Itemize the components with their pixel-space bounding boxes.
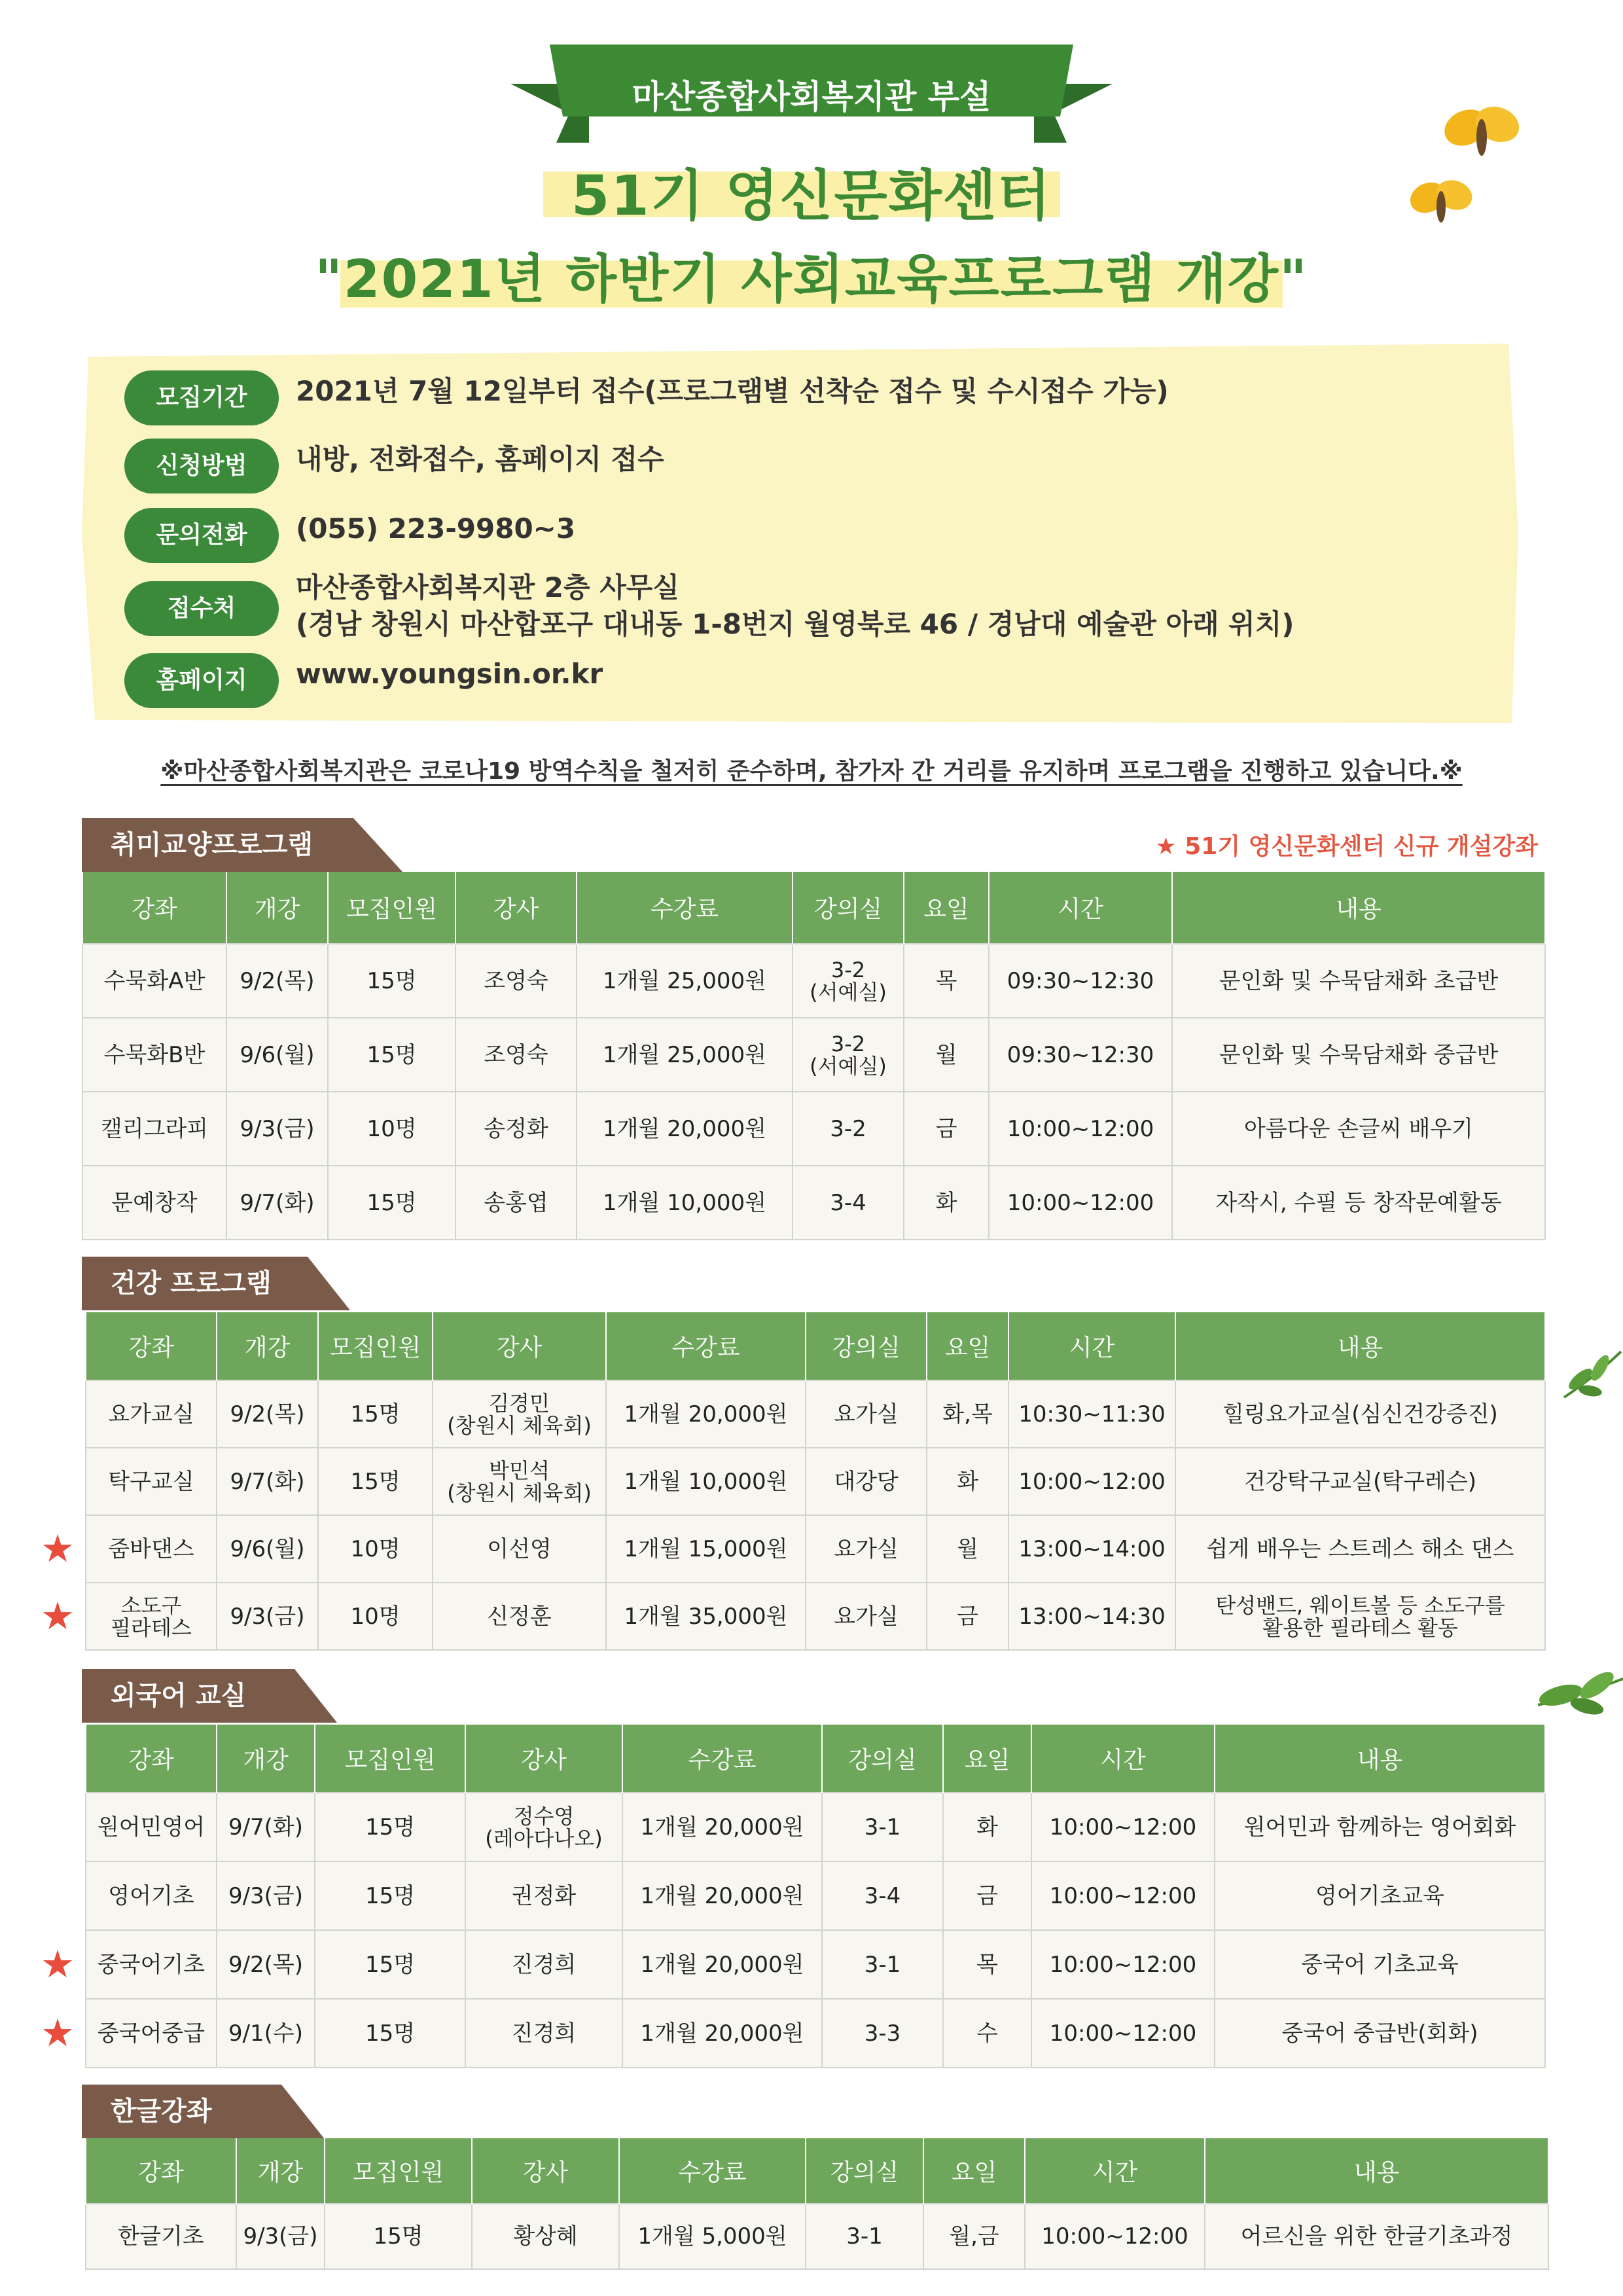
table-cell: 수 xyxy=(943,1999,1031,2068)
table-cell: 9/7(화) xyxy=(217,1448,318,1515)
table-cell: 월 xyxy=(927,1515,1008,1583)
star-icon: ★ xyxy=(41,1941,75,1986)
col-header: 수강료 xyxy=(619,2138,806,2204)
table-cell: 정수영 (레아다나오) xyxy=(465,1793,622,1861)
col-header: 내용 xyxy=(1175,1312,1545,1380)
table-cell: 9/3(금) xyxy=(236,2204,325,2269)
table-cell: 10:00~12:00 xyxy=(1031,1930,1215,1999)
col-header: 내용 xyxy=(1215,1725,1545,1793)
col-header: 수강료 xyxy=(622,1725,822,1793)
table-cell: 09:30~12:30 xyxy=(989,944,1172,1018)
table-cell: 1개월 5,000원 xyxy=(619,2204,806,2269)
table-cell: 목 xyxy=(943,1930,1031,1999)
table-cell: 힐링요가교실(심신건강증진) xyxy=(1175,1380,1545,1448)
table-cell: 1개월 35,000원 xyxy=(606,1583,806,1650)
table-cell: 화,목 xyxy=(927,1380,1008,1448)
section-tab xyxy=(82,818,409,872)
table-cell: 10명 xyxy=(318,1515,433,1583)
section-tab xyxy=(82,2085,330,2138)
col-header: 시간 xyxy=(1031,1725,1215,1793)
col-header: 요일 xyxy=(923,2138,1025,2204)
col-header: 시간 xyxy=(1025,2138,1205,2204)
col-header: 강좌 xyxy=(86,1725,217,1793)
col-header: 개강 xyxy=(226,872,328,944)
table-row xyxy=(82,944,1545,1018)
table-cell: 10:00~12:00 xyxy=(1031,1861,1215,1930)
info-label: 접수처 xyxy=(124,581,279,636)
table-cell: 월 xyxy=(904,1018,989,1092)
table-cell: 9/3(금) xyxy=(226,1092,328,1166)
table-cell: 수묵화A반 xyxy=(82,944,226,1018)
table-cell: 원어민과 함께하는 영어회화 xyxy=(1215,1793,1545,1861)
table-cell: 영어기초 xyxy=(86,1861,217,1930)
table-cell: 10:00~12:00 xyxy=(989,1092,1172,1166)
col-header: 강사 xyxy=(455,872,577,944)
covid-notice: ※마산종합사회복지관은 코로나19 방역수칙을 철저히 준수하며, 참가자 간 거리를 유지하며 프로그램을 진행하고 있습니다.※ xyxy=(160,758,1463,785)
table-cell: 한글기초 xyxy=(86,2204,236,2269)
table-cell: 중국어 기초교육 xyxy=(1215,1930,1545,1999)
program-table xyxy=(82,872,1546,1240)
table-cell: 10명 xyxy=(318,1583,433,1650)
star-icon: ★ xyxy=(41,1526,75,1571)
table-cell: 15명 xyxy=(315,1999,465,2068)
table-cell: 소도구 필라테스 xyxy=(86,1583,217,1650)
table-row xyxy=(86,1448,1545,1515)
table-cell: 15명 xyxy=(328,944,455,1018)
col-header: 내용 xyxy=(1205,2138,1548,2204)
table-cell: 문인화 및 수묵담채화 초급반 xyxy=(1172,944,1545,1018)
col-header: 강의실 xyxy=(822,1725,943,1793)
table-cell: 월,금 xyxy=(923,2204,1025,2269)
table-row xyxy=(82,1092,1545,1166)
table-cell: 9/1(수) xyxy=(217,1999,315,2068)
col-header: 수강료 xyxy=(606,1312,806,1380)
table-cell: 탁구교실 xyxy=(86,1448,217,1515)
table-cell: 1개월 20,000원 xyxy=(622,1793,822,1861)
col-header: 강좌 xyxy=(86,2138,236,2204)
table-cell: 3-1 xyxy=(806,2204,923,2269)
table-cell: 1개월 25,000원 xyxy=(577,1018,793,1092)
leaf-icon xyxy=(1535,1666,1623,1725)
leaf-icon xyxy=(1561,1345,1623,1404)
table-cell: 3-4 xyxy=(822,1861,943,1930)
table-cell: 9/6(월) xyxy=(226,1018,328,1092)
table-cell: 10:30~11:30 xyxy=(1008,1380,1175,1448)
table-cell: 9/2(목) xyxy=(226,944,328,1018)
col-header: 개강 xyxy=(217,1312,318,1380)
table-cell: 3-2 (서예실) xyxy=(793,944,904,1018)
table-cell: 건강탁구교실(탁구레슨) xyxy=(1175,1448,1545,1515)
table-cell: 조영숙 xyxy=(455,1018,577,1092)
table-cell: 줌바댄스 xyxy=(86,1515,217,1583)
table-cell: 15명 xyxy=(315,1930,465,1999)
table-cell: 3-2 (서예실) xyxy=(793,1018,904,1092)
new-course-note: ★ 51기 영신문화센터 신규 개설강좌 xyxy=(1155,833,1538,860)
table-cell: 15명 xyxy=(318,1380,433,1448)
table-row xyxy=(86,1999,1545,2068)
table-cell: 문인화 및 수묵담채화 중급반 xyxy=(1172,1018,1545,1092)
section-tab xyxy=(82,1669,344,1723)
table-cell: 수묵화B반 xyxy=(82,1018,226,1092)
table-cell: 10:00~12:00 xyxy=(1008,1448,1175,1515)
table-cell: 문예창작 xyxy=(82,1166,226,1240)
table-cell: 권정화 xyxy=(465,1861,622,1930)
table-cell: 김경민 (창원시 체육회) xyxy=(433,1380,606,1448)
header-ribbon xyxy=(510,31,1113,156)
table-row xyxy=(86,1861,1545,1930)
table-cell: 진경희 xyxy=(465,1999,622,2068)
table-cell: 화 xyxy=(904,1166,989,1240)
col-header: 시간 xyxy=(1008,1312,1175,1380)
table-cell: 화 xyxy=(927,1448,1008,1515)
table-cell: 이선영 xyxy=(433,1515,606,1583)
table-row xyxy=(86,1380,1545,1448)
section-title: 건강 프로그램 xyxy=(111,1268,272,1299)
section-tab xyxy=(82,1257,357,1310)
table-cell: 요가실 xyxy=(806,1515,927,1583)
table-cell: 09:30~12:30 xyxy=(989,1018,1172,1092)
col-header: 강좌 xyxy=(86,1312,217,1380)
ribbon-title: 마산종합사회복지관 부설 xyxy=(632,78,991,116)
table-cell: 15명 xyxy=(328,1166,455,1240)
table-cell: 3-2 xyxy=(793,1092,904,1166)
col-header: 모집인원 xyxy=(315,1725,465,1793)
table-cell: 신정훈 xyxy=(433,1583,606,1650)
col-header: 수강료 xyxy=(577,872,793,944)
table-cell: 1개월 25,000원 xyxy=(577,944,793,1018)
table-cell: 3-3 xyxy=(822,1999,943,2068)
table-cell: 요가교실 xyxy=(86,1380,217,1448)
table-cell: 15명 xyxy=(315,1861,465,1930)
info-value: 2021년 7월 12일부터 접수(프로그램별 선착순 접수 및 수시접수 가능) xyxy=(296,375,1169,407)
table-row xyxy=(82,1018,1545,1092)
col-header: 개강 xyxy=(236,2138,325,2204)
section-title: 외국어 교실 xyxy=(111,1681,247,1711)
table-cell: 쉽게 배우는 스트레스 해소 댄스 xyxy=(1175,1515,1545,1583)
table-row xyxy=(82,1166,1545,1240)
table-row xyxy=(86,1793,1545,1861)
table-cell: 금 xyxy=(943,1861,1031,1930)
col-header: 강의실 xyxy=(806,2138,923,2204)
table-row xyxy=(86,1515,1545,1583)
table-cell: 9/3(금) xyxy=(217,1861,315,1930)
table-cell: 9/2(목) xyxy=(217,1380,318,1448)
table-cell: 15명 xyxy=(325,2204,472,2269)
program-table xyxy=(85,2138,1549,2270)
table-row xyxy=(86,1930,1545,1999)
table-cell: 목 xyxy=(904,944,989,1018)
headline-line1: 51기 영신문화센터 xyxy=(571,164,1052,228)
table-cell: 15명 xyxy=(328,1018,455,1092)
table-cell: 3-1 xyxy=(822,1930,943,1999)
info-value: 내방, 전화접수, 홈페이지 접수 xyxy=(296,443,664,475)
table-cell: 13:00~14:30 xyxy=(1008,1583,1175,1650)
program-table xyxy=(85,1312,1546,1651)
table-row xyxy=(86,1583,1545,1650)
col-header: 시간 xyxy=(989,872,1172,944)
table-cell: 9/6(월) xyxy=(217,1515,318,1583)
info-label: 신청방법 xyxy=(124,439,279,493)
table-cell: 3-4 xyxy=(793,1166,904,1240)
table-cell: 금 xyxy=(927,1583,1008,1650)
section-title: 한글강좌 xyxy=(111,2096,212,2126)
col-header: 개강 xyxy=(217,1725,315,1793)
table-cell: 중국어중급 xyxy=(86,1999,217,2068)
table-cell: 10명 xyxy=(328,1092,455,1166)
table-cell: 1개월 10,000원 xyxy=(606,1448,806,1515)
table-cell: 캘리그라피 xyxy=(82,1092,226,1166)
table-cell: 화 xyxy=(943,1793,1031,1861)
table-cell: 9/7(화) xyxy=(217,1793,315,1861)
table-cell: 원어민영어 xyxy=(86,1793,217,1861)
table-cell: 9/3(금) xyxy=(217,1583,318,1650)
col-header: 모집인원 xyxy=(325,2138,472,2204)
butterfly-icon xyxy=(1406,171,1478,234)
star-icon: ★ xyxy=(41,1593,75,1638)
table-cell: 1개월 20,000원 xyxy=(606,1380,806,1448)
table-cell: 중국어 중급반(회화) xyxy=(1215,1999,1545,2068)
table-cell: 13:00~14:00 xyxy=(1008,1515,1175,1583)
col-header: 모집인원 xyxy=(328,872,455,944)
headline-line2: "2021년 하반기 사회교육프로그램 개강" xyxy=(315,249,1308,310)
info-label: 문의전화 xyxy=(124,508,279,563)
col-header: 강사 xyxy=(433,1312,606,1380)
table-cell: 15명 xyxy=(315,1793,465,1861)
col-header: 강사 xyxy=(465,1725,622,1793)
table-cell: 어르신을 위한 한글기초과정 xyxy=(1205,2204,1548,2269)
info-value: 마산종합사회복지관 2층 사무실 (경남 창원시 마산합포구 대내동 1-8번지 월영북로 46 / 경남대 예술관 아래 위치) xyxy=(296,571,1294,640)
info-value: (055) 223-9980~3 xyxy=(296,512,576,545)
section-title: 취미교양프로그램 xyxy=(111,830,313,860)
table-cell: 금 xyxy=(904,1092,989,1166)
table-cell: 아름다운 손글씨 배우기 xyxy=(1172,1092,1545,1166)
info-label: 모집기간 xyxy=(124,370,279,425)
program-table xyxy=(85,1725,1546,2068)
col-header: 내용 xyxy=(1172,872,1545,944)
butterfly-icon xyxy=(1440,98,1525,170)
col-header: 요일 xyxy=(904,872,989,944)
table-cell: 9/2(목) xyxy=(217,1930,315,1999)
table-cell: 1개월 15,000원 xyxy=(606,1515,806,1583)
table-cell: 1개월 10,000원 xyxy=(577,1166,793,1240)
col-header: 요일 xyxy=(943,1725,1031,1793)
table-cell: 1개월 20,000원 xyxy=(622,1999,822,2068)
star-icon: ★ xyxy=(41,2010,75,2055)
table-cell: 3-1 xyxy=(822,1793,943,1861)
table-cell: 10:00~12:00 xyxy=(1031,1999,1215,2068)
table-cell: 박민석 (창원시 체육회) xyxy=(433,1448,606,1515)
col-header: 강의실 xyxy=(806,1312,927,1380)
table-cell: 대강당 xyxy=(806,1448,927,1515)
table-cell: 영어기초교육 xyxy=(1215,1861,1545,1930)
info-label: 홈페이지 xyxy=(124,653,279,708)
table-cell: 1개월 20,000원 xyxy=(622,1930,822,1999)
table-cell: 탄성밴드, 웨이트볼 등 소도구를 활용한 필라테스 활동 xyxy=(1175,1583,1545,1650)
table-cell: 9/7(화) xyxy=(226,1166,328,1240)
table-cell: 10:00~12:00 xyxy=(989,1166,1172,1240)
table-cell: 1개월 20,000원 xyxy=(577,1092,793,1166)
table-cell: 요가실 xyxy=(806,1583,927,1650)
table-cell: 1개월 20,000원 xyxy=(622,1861,822,1930)
table-cell: 15명 xyxy=(318,1448,433,1515)
col-header: 요일 xyxy=(927,1312,1008,1380)
col-header: 강의실 xyxy=(793,872,904,944)
table-cell: 요가실 xyxy=(806,1380,927,1448)
table-cell: 진경희 xyxy=(465,1930,622,1999)
table-cell: 송정화 xyxy=(455,1092,577,1166)
table-cell: 중국어기초 xyxy=(86,1930,217,1999)
table-cell: 10:00~12:00 xyxy=(1031,1793,1215,1861)
table-cell: 황상혜 xyxy=(472,2204,619,2269)
table-cell: 조영숙 xyxy=(455,944,577,1018)
table-row xyxy=(86,2204,1548,2269)
col-header: 강좌 xyxy=(82,872,226,944)
col-header: 강사 xyxy=(472,2138,619,2204)
table-cell: 송홍엽 xyxy=(455,1166,577,1240)
info-value[interactable]: www.youngsin.or.kr xyxy=(296,658,603,690)
col-header: 모집인원 xyxy=(318,1312,433,1380)
table-cell: 10:00~12:00 xyxy=(1025,2204,1205,2269)
table-cell: 자작시, 수필 등 창작문예활동 xyxy=(1172,1166,1545,1240)
